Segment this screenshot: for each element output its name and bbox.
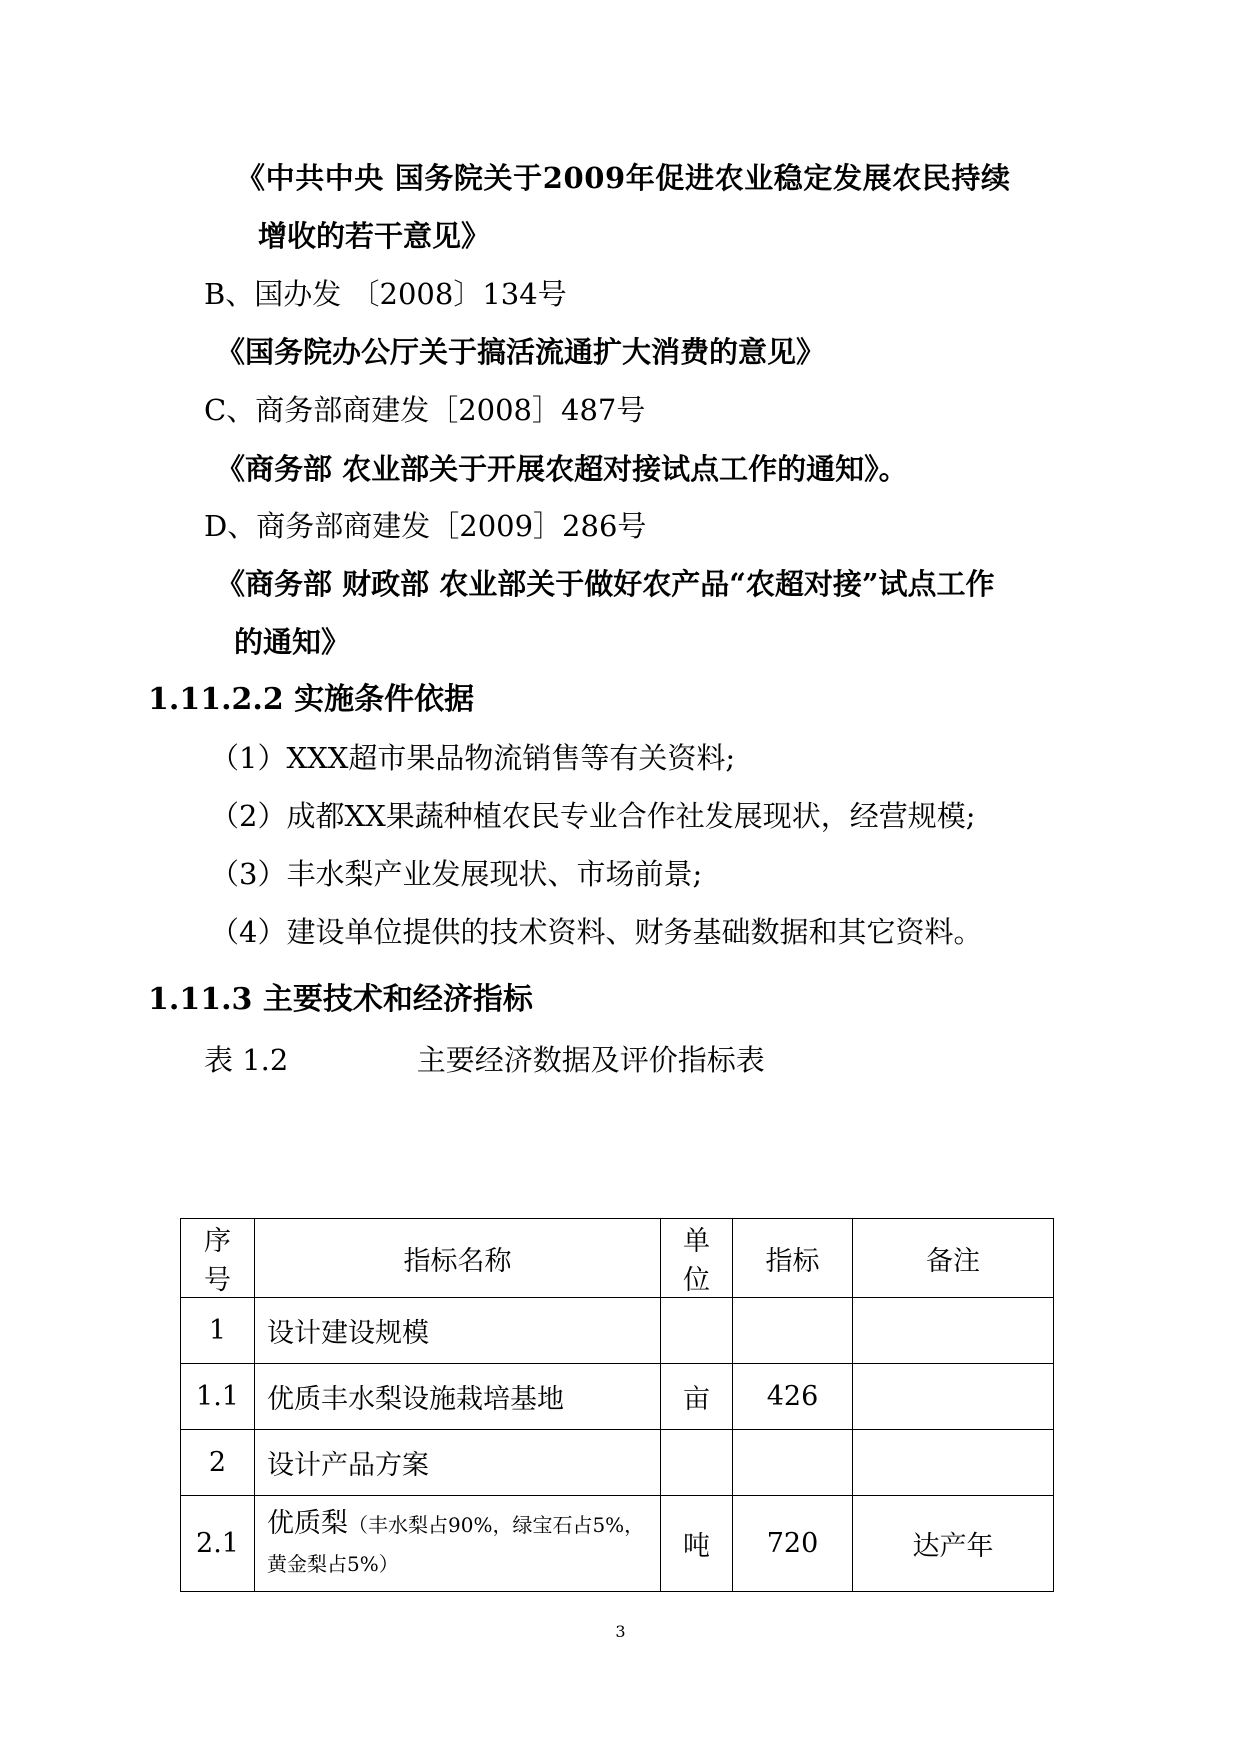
cell-name: 设计产品方案 [255, 1430, 661, 1496]
table-row [181, 1496, 1054, 1592]
section-heading-1-11-2-2: 1.11.2.2 实施条件依据 [148, 682, 475, 717]
table-header-row [181, 1219, 1054, 1298]
page-number: 3 [615, 1622, 626, 1641]
cell-value [733, 1430, 853, 1496]
cell-name: 优质丰水梨设施栽培基地 [255, 1364, 661, 1430]
policy-title-3: 《商务部 农业部关于开展农超对接试点工作的通知》。 [216, 452, 908, 486]
cell-name-note: （丰水梨占90%，绿宝石占5%，黄金梨占5%） [267, 1512, 645, 1576]
cell-value [733, 1298, 853, 1364]
policy-title-1-line-2: 增收的若干意见》 [258, 219, 491, 253]
basis-item-1: （1）XXX超市果品物流销售等有关资料; [210, 741, 736, 775]
cell-no: 2.1 [181, 1496, 255, 1592]
indicator-table [180, 1218, 1054, 1592]
cell-unit [661, 1298, 733, 1364]
table-title: 主要经济数据及评价指标表 [416, 1043, 765, 1077]
cell-no: 2 [181, 1430, 255, 1496]
table-row [181, 1298, 1054, 1364]
cell-remark [853, 1298, 1054, 1364]
table-label: 表 1.2 [204, 1043, 289, 1077]
header-name: 指标名称 [255, 1219, 661, 1298]
policy-title-4-line-1: 《商务部 财政部 农业部关于做好农产品“农超对接”试点工作 [216, 567, 995, 601]
cell-remark [853, 1430, 1054, 1496]
doc-number-c: C、商务部商建发［2008］487号 [204, 393, 646, 427]
policy-title-4-line-2: 的通知》 [234, 625, 351, 659]
basis-item-3: （3）丰水梨产业发展现状、市场前景; [210, 857, 703, 891]
header-remark: 备注 [853, 1219, 1054, 1298]
header-unit: 单位 [661, 1219, 733, 1298]
section-heading-1-11-3 [148, 980, 533, 1020]
cell-no: 1 [181, 1298, 255, 1364]
doc-number-d: D、商务部商建发［2009］286号 [204, 509, 647, 543]
table-row [181, 1430, 1054, 1496]
basis-item-4: （4）建设单位提供的技术资料、财务基础数据和其它资料。 [210, 915, 983, 949]
header-value: 指标 [733, 1219, 853, 1298]
cell-unit: 吨 [661, 1496, 733, 1592]
section-heading-text: 1.11.3 主要技术和经济指标 [148, 982, 533, 1017]
cell-remark: 达产年 [853, 1496, 1054, 1592]
policy-title-1-line-1: 《中共中央 国务院关于2009年促进农业稳定发展农民持续 [236, 161, 1011, 195]
cell-unit [661, 1430, 733, 1496]
header-no: 序号 [181, 1219, 255, 1298]
doc-number-b: B、国办发 〔2008〕134号 [204, 277, 567, 311]
cell-name: 设计建设规模 [255, 1298, 661, 1364]
cell-value: 720 [733, 1496, 853, 1592]
cell-remark [853, 1364, 1054, 1430]
table-caption [204, 1040, 765, 1080]
cell-name-main: 优质梨 [267, 1507, 348, 1539]
cell-name [255, 1496, 661, 1592]
basis-item-2: （2）成都XX果蔬种植农民专业合作社发展现状，经营规模; [210, 799, 976, 833]
cell-value: 426 [733, 1364, 853, 1430]
cell-unit: 亩 [661, 1364, 733, 1430]
cell-no: 1.1 [181, 1364, 255, 1430]
policy-title-2: 《国务院办公厅关于搞活流通扩大消费的意见》 [216, 335, 826, 369]
table-row [181, 1364, 1054, 1430]
